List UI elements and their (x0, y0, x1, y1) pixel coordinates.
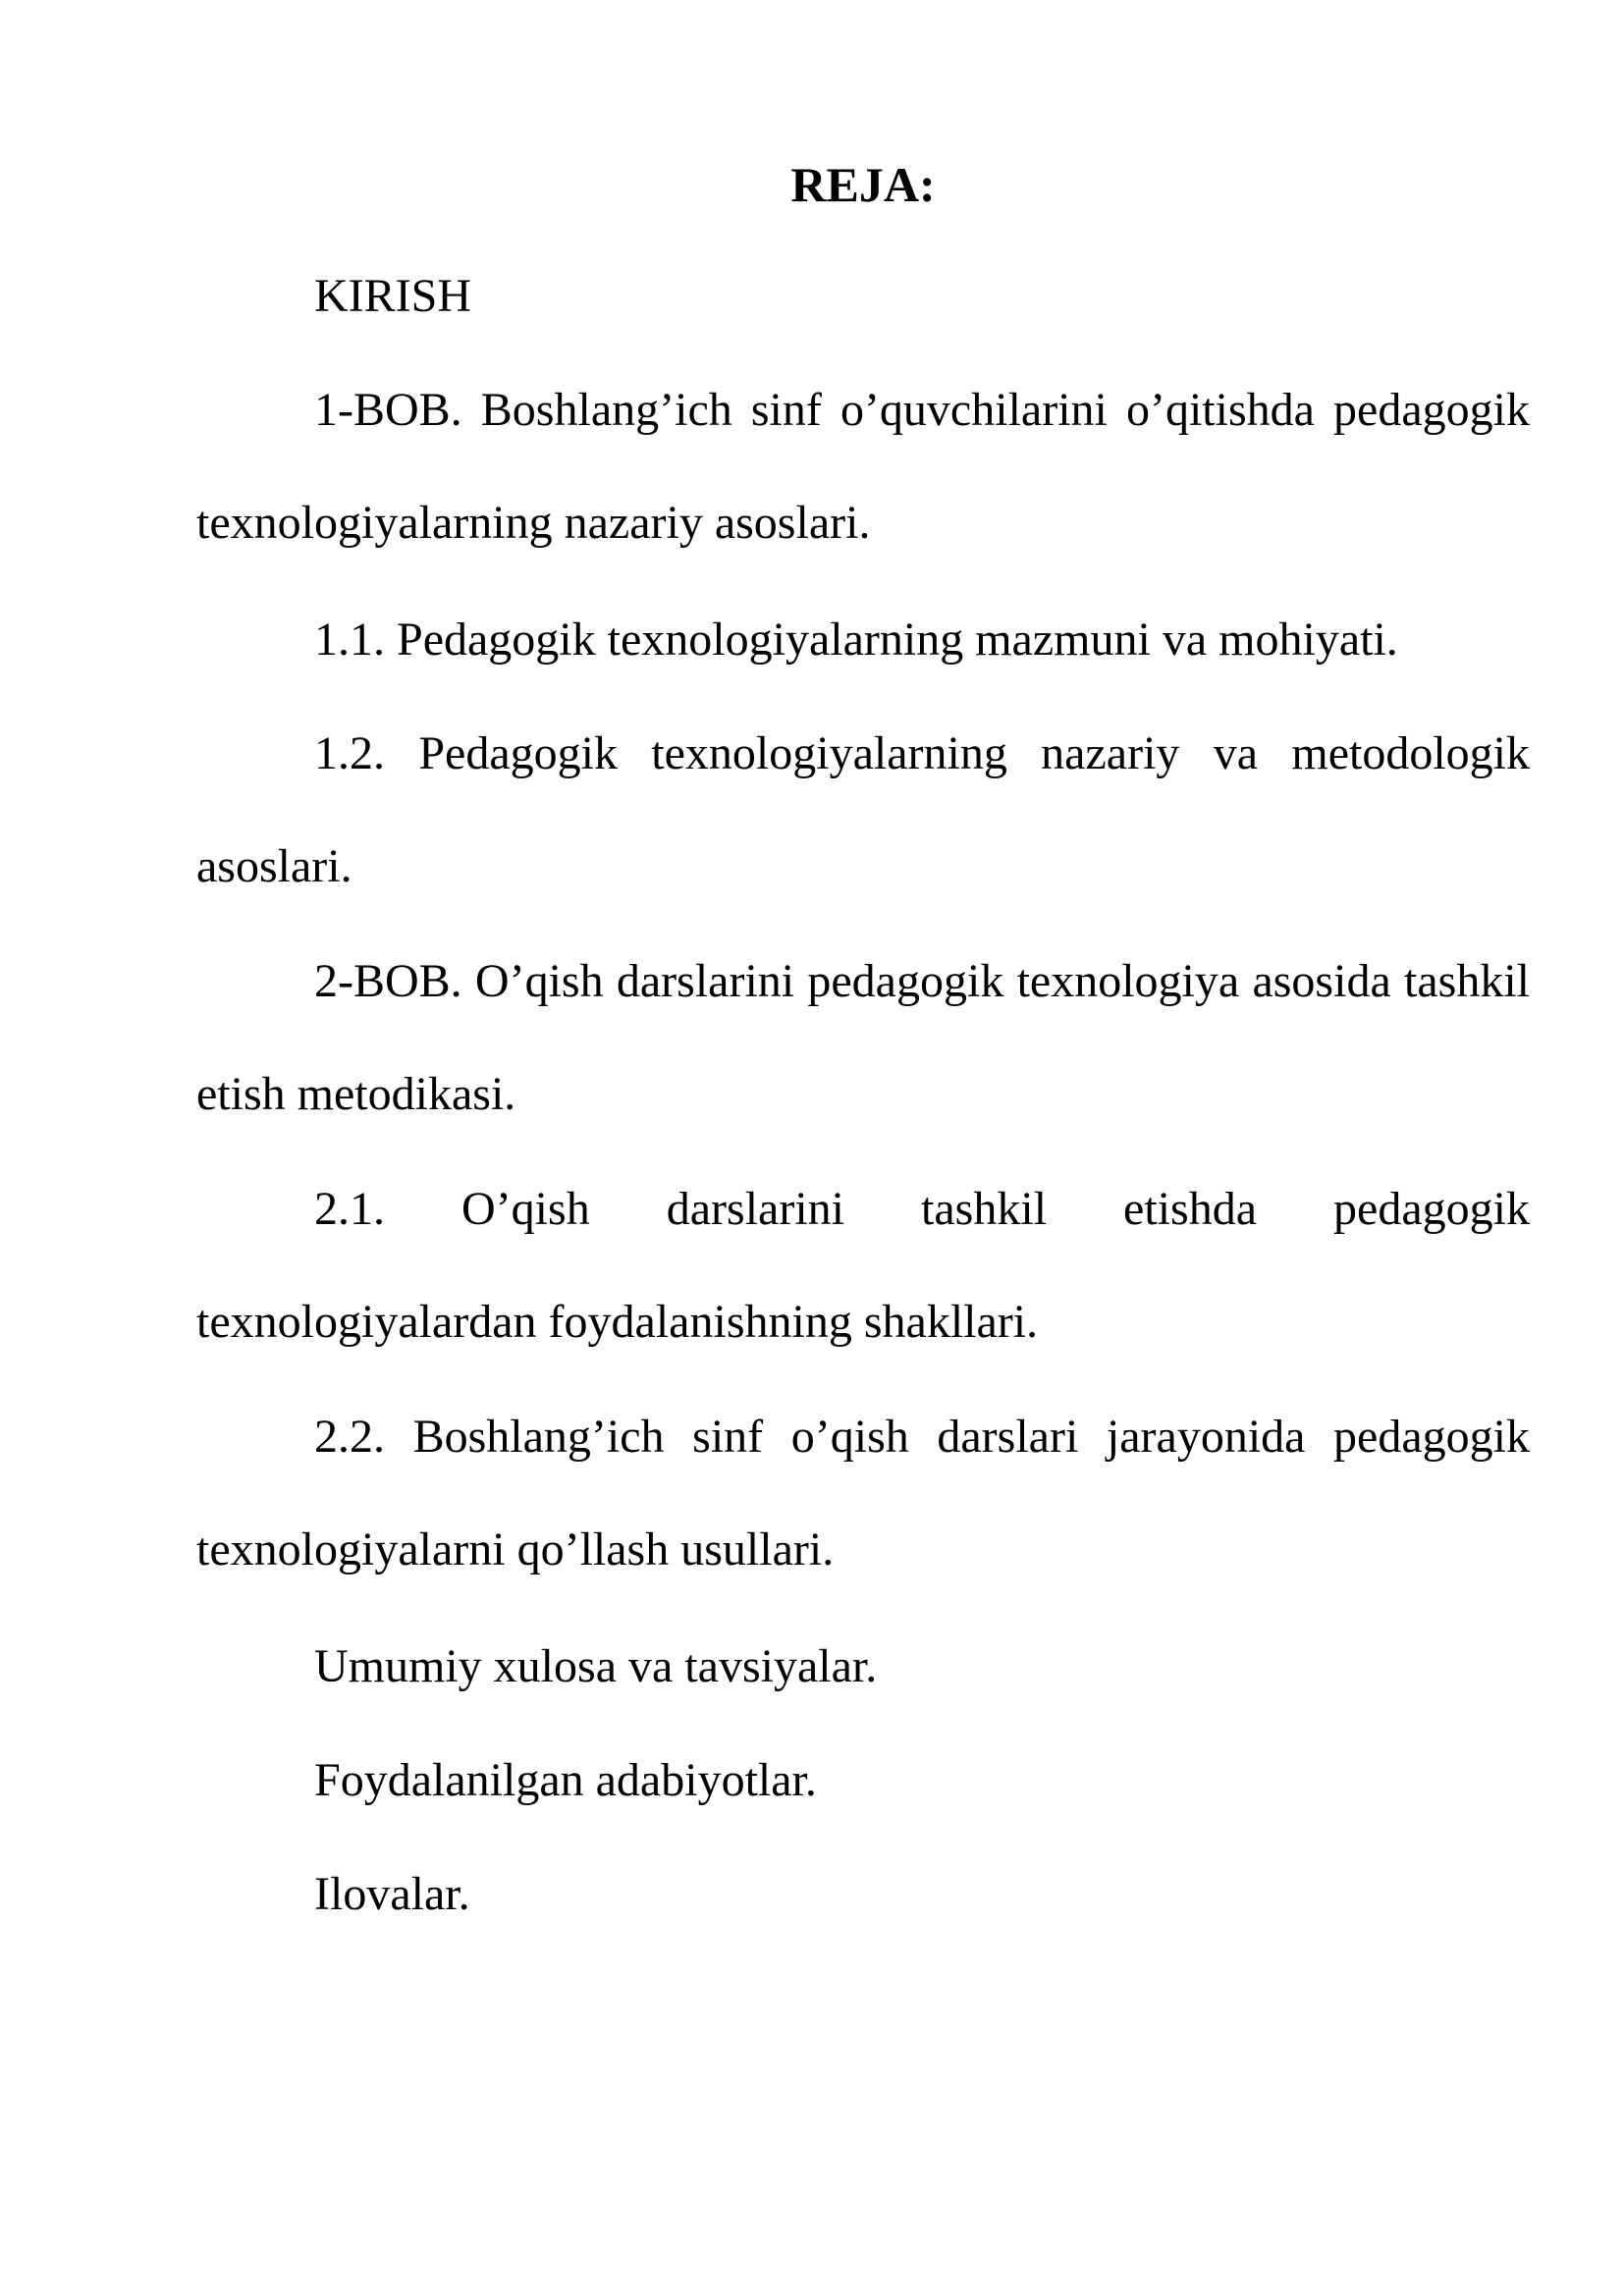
plan-item-section-2-2: 2.2. Boshlang’ich sinf o’qish darslari jarayonida pedagogik texnologiyalarni qo’llash usullari. (196, 1411, 1530, 1575)
plan-item-introduction: KIRISH (314, 270, 472, 322)
plan-item-conclusion: Umumiy xulosa va tavsiyalar. (314, 1640, 878, 1692)
plan-item-section-1-1: 1.1. Pedagogik texnologiyalarning mazmuni va mohiyati. (314, 614, 1398, 666)
plan-item-chapter-2: 2-BOB. O’qish darslarini pedagogik texnologiya asosida tashkil etish metodikasi. (196, 955, 1530, 1120)
plan-item-section-1-2: 1.2. Pedagogik texnologiyalarning nazariy va metodologik asoslari. (196, 727, 1530, 892)
plan-item-chapter-1: 1-BOB. Boshlang’ich sinf o’quvchilarini o’qitishda pedagogik texnologiyalarning nazariy asoslari. (196, 384, 1530, 549)
plan-item-references: Foydalanilgan adabiyotlar. (314, 1754, 817, 1806)
page-title: REJA: (790, 157, 936, 212)
document-page (196, 0, 1530, 2296)
plan-item-section-2-1: 2.1. O’qish darslarini tashkil etishda pedagogik texnologiyalardan foydalanishning shakllari. (196, 1183, 1530, 1348)
plan-item-appendices: Ilovalar. (314, 1868, 470, 1920)
